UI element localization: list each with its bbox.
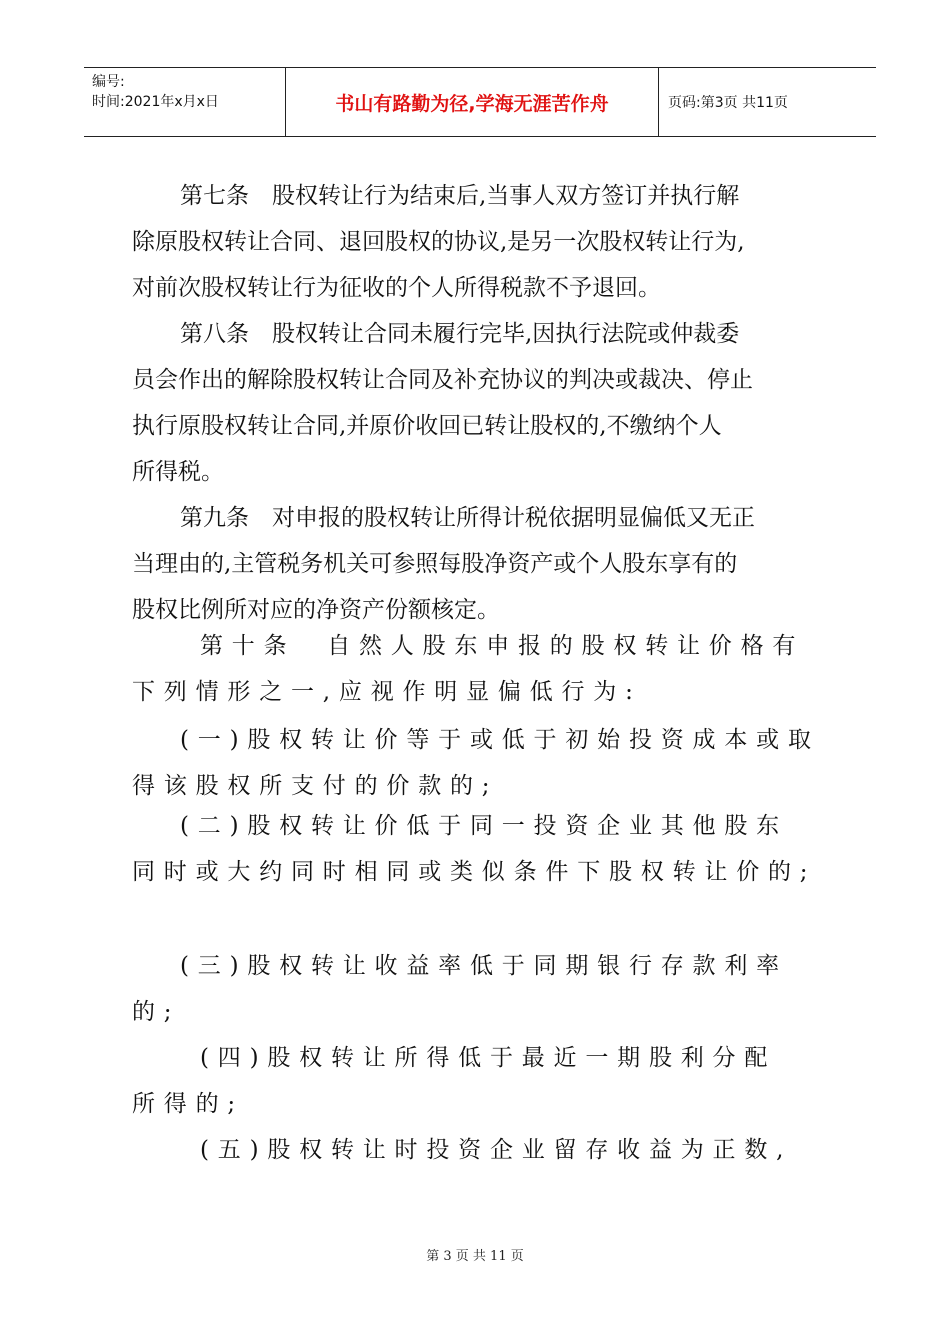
page-label: 页码:第3页 共11页: [668, 95, 788, 111]
body-line: 当理由的,主管税务机关可参照每股净资产或个人股东享有的: [132, 551, 738, 577]
document-header: [84, 67, 876, 137]
body-line: 所得的;: [132, 1091, 244, 1117]
body-line: (一)股权转让价等于或低于初始投资成本或取: [180, 727, 820, 753]
number-label: 编号:: [92, 74, 125, 90]
page-footer: 第 3 页 共 11 页: [426, 1249, 524, 1264]
body-line: 得该股权所支付的价款的;: [132, 773, 499, 799]
body-line: 所得税。: [132, 459, 224, 485]
body-line: 对前次股权转让行为征收的个人所得税款不予退回。: [132, 275, 661, 301]
body-line: 第八条 股权转让合同未履行完毕,因执行法院或仲裁委: [180, 321, 740, 347]
body-line: 第九条 对申报的股权转让所得计税依据明显偏低又无正: [180, 505, 755, 531]
motto: 书山有路勤为径,学海无涯苦作舟: [285, 68, 659, 136]
body-line: 第十条 自然人股东申报的股权转让价格有: [200, 633, 805, 659]
body-line: (四)股权转让所得低于最近一期股利分配: [200, 1045, 777, 1071]
body-line: 第七条 股权转让行为结束后,当事人双方签订并执行解: [180, 183, 740, 209]
body-line: (二)股权转让价低于同一投资企业其他股东: [180, 813, 788, 839]
body-line: 员会作出的解除股权转让合同及补充协议的判决或裁决、停止: [132, 367, 753, 393]
body-line: 执行原股权转让合同,并原价收回已转让股权的,不缴纳个人: [132, 413, 722, 439]
body-line: 除原股权转让合同、退回股权的协议,是另一次股权转让行为,: [132, 229, 745, 255]
body-line: 股权比例所对应的净资产份额核定。: [132, 597, 500, 623]
body-line: 同时或大约同时相同或类似条件下股权转让价的;: [132, 859, 817, 885]
header-meta: [92, 72, 219, 112]
body-line: 下列情形之一,应视作明显偏低行为:: [132, 679, 642, 705]
body-line: (三)股权转让收益率低于同期银行存款利率: [180, 953, 788, 979]
body-line: (五)股权转让时投资企业留存收益为正数,: [200, 1137, 793, 1163]
time-label: 时间:2021年x月x日: [92, 94, 219, 110]
body-line: 的;: [132, 999, 181, 1025]
